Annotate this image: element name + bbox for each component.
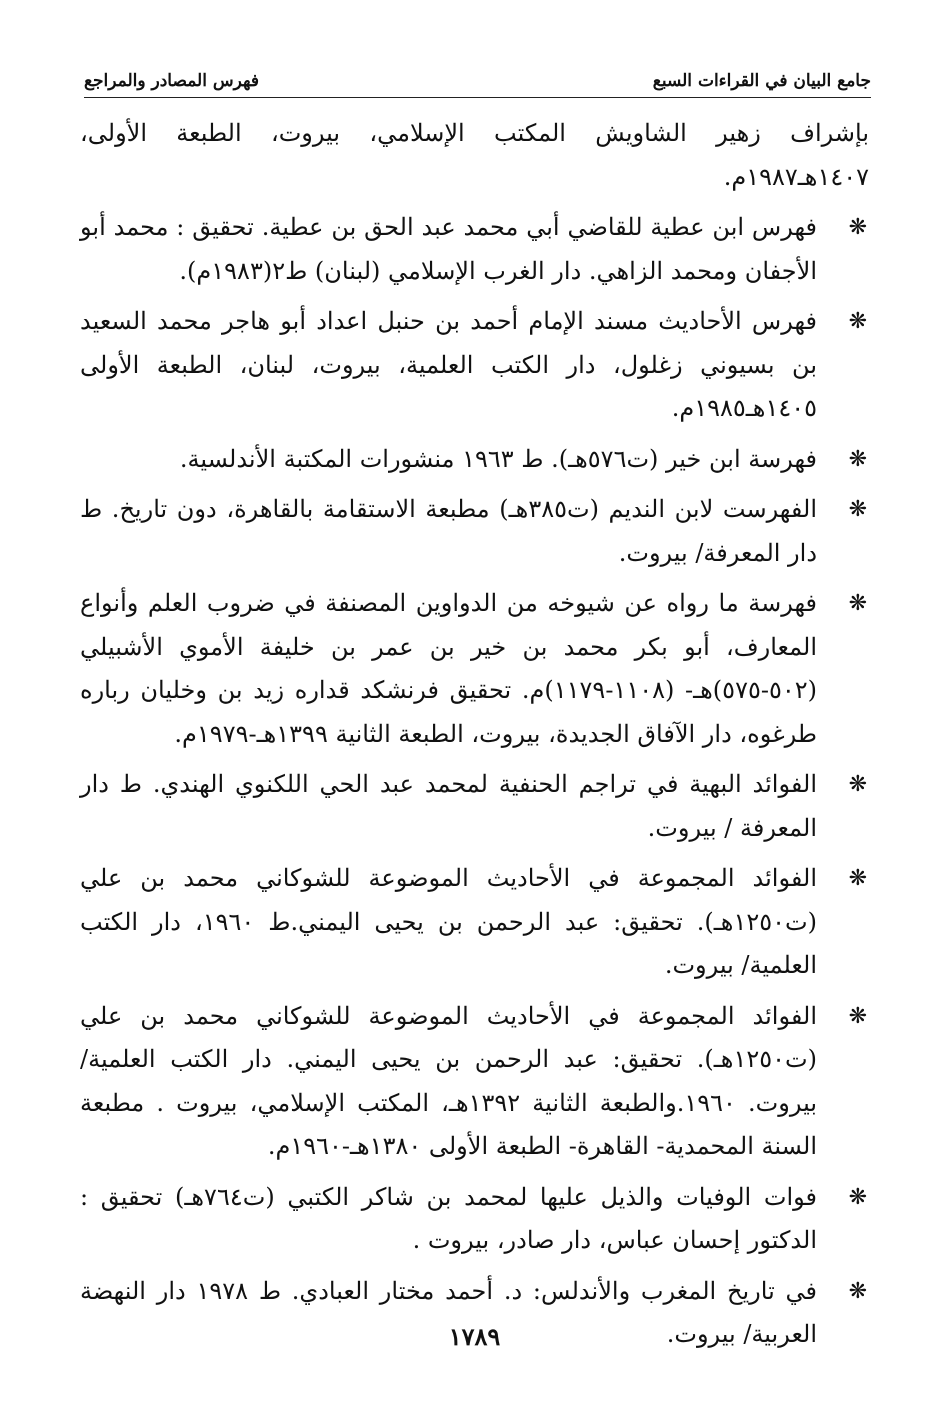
bullet-asterisk-icon: ❋: [848, 591, 867, 616]
entry-text: الفوائد المجموعة في الأحاديث الموضوعة للشوكاني محمد بن علي (ت١٢٥٠هـ). تحقيق: عبد الرحمن بن يحيى اليمني.ط ١٩٦٠، دار الكتب العلمية/ بيروت.: [80, 864, 817, 979]
entry-text: بإشراف زهير الشاويش المكتب الإسلامي، بيروت، الطبعة الأولى، ١٤٠٧هـ١٩٨٧م.: [80, 119, 870, 191]
bullet-asterisk-icon: ❋: [848, 446, 867, 472]
bibliography-entry: [80, 582, 869, 756]
bibliography-entry: [80, 300, 869, 431]
entry-text: في تاريخ المغرب والأندلس: د. أحمد مختار العبادي. ط ١٩٧٨ دار النهضة العربية/ بيروت.: [80, 1276, 818, 1348]
bibliography-list: [80, 112, 869, 1364]
bibliography-entry: [80, 112, 869, 199]
bullet-asterisk-icon: ❋: [848, 1184, 867, 1210]
running-header: [84, 52, 871, 98]
bibliography-entry: [80, 488, 869, 575]
section-title: فهرس المصادر والمراجع: [84, 71, 259, 91]
entry-text: الفوائد المجموعة في الأحاديث الموضوعة للشوكاني محمد بن علي (ت١٢٥٠هـ). تحقيق: عبد الرحمن بن يحيى اليمني. دار الكتب العلمية/ بيروت. ١٩٦٠.والطبعة الثانية ١٣٩٢هـ، المكتب الإسلامي، بيروت . مطبعة السنة المحمدية- القاهرة- الطبعة الأولى ١٣٨٠هـ-١٩٦٠م.: [80, 1001, 818, 1160]
bullet-asterisk-icon: ❋: [848, 497, 867, 522]
bullet-asterisk-icon: ❋: [848, 1003, 867, 1029]
entry-text: فهرس ابن عطية للقاضي أبي محمد عبد الحق بن عطية. تحقيق : محمد أبو الأجفان ومحمد الزاهي. دار الغرب الإسلامي (لبنان) ط٢(١٩٨٣م).: [80, 213, 817, 285]
bullet-asterisk-icon: ❋: [848, 772, 867, 797]
bibliography-entry: [80, 206, 869, 293]
entry-text: فوات الوفيات والذيل عليها لمحمد بن شاكر الكتبي (ت٧٦٤هـ) تحقيق : الدكتور إحسان عباس، دار صادر، بيروت .: [80, 1182, 817, 1254]
bibliography-entry: [80, 857, 869, 988]
bullet-asterisk-icon: ❋: [848, 215, 867, 240]
entry-text: الفوائد البهية في تراجم الحنفية لمحمد عبد الحي اللكنوي الهندي. ط دار المعرفة / بيروت.: [80, 770, 817, 842]
entry-text: فهرسة ابن خير (ت٥٧٦هـ). ط ١٩٦٣ منشورات المكتبة الأندلسية.: [179, 444, 817, 473]
bullet-asterisk-icon: ❋: [848, 866, 867, 891]
bullet-asterisk-icon: ❋: [848, 309, 867, 334]
bullet-asterisk-icon: ❋: [848, 1278, 867, 1304]
entry-text: الفهرست لابن النديم (ت٣٨٥هـ) مطبعة الاستقامة بالقاهرة، دون تاريخ. ط دار المعرفة/ بيروت.: [80, 495, 817, 567]
bibliography-entry: [80, 1176, 869, 1263]
bibliography-entry: [80, 763, 869, 850]
entry-text: فهرس الأحاديث مسند الإمام أحمد بن حنبل اعداد أبو هاجر محمد السعيد بن بسيوني زغلول، دار الكتب العلمية، بيروت، لبنان، الطبعة الأولى ١٤٠٥هـ١٩٨٥م.: [80, 307, 818, 422]
page-number: ١٧٨٩: [448, 1322, 501, 1351]
book-title: جامع البيان في القراءات السبع: [652, 71, 871, 91]
bibliography-entry: [80, 995, 869, 1169]
entry-text: فهرسة ما رواه عن شيوخه من الدواوين المصنفة في ضروب العلم وأنواع المعارف، أبو بكر محمد بن خير بن عمر بن خليفة الأموي الأشبيلي (٥٠٢-٥٧٥)هـ- (١١٠٨-١١٧٩)م. تحقيق فرنشكد قداره زيد بن وخليان رباره طرغوه، دار الآفاق الجديدة، بيروت، الطبعة الثانية ١٣٩٩هـ-١٩٧٩م.: [80, 589, 817, 748]
bibliography-entry: [80, 438, 869, 482]
